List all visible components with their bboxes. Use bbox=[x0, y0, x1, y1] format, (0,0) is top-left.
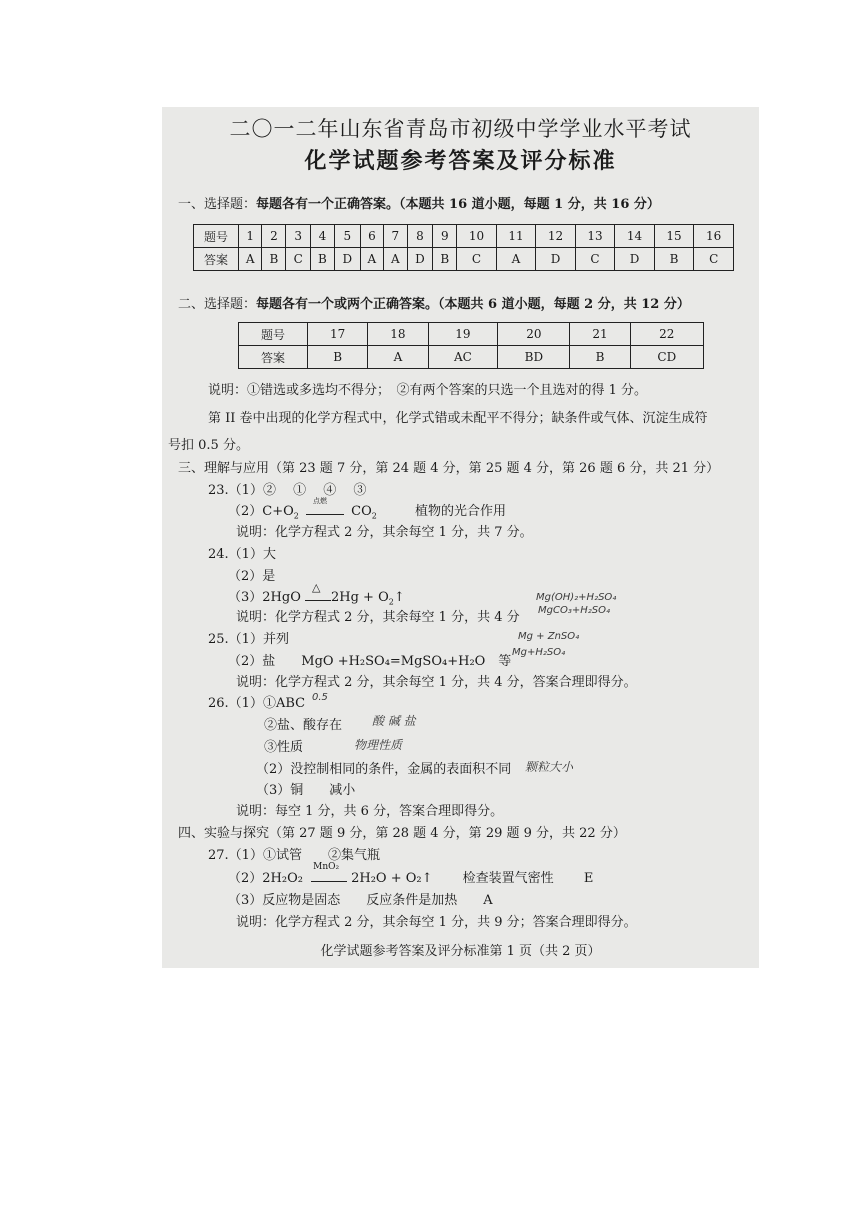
table-cell: 题号 bbox=[194, 225, 239, 248]
table-cell: B bbox=[654, 248, 694, 271]
page-footer: 化学试题参考答案及评分标准第 1 页（共 2 页） bbox=[320, 944, 601, 959]
q24-line3: （3）2HgO △ $2Hg + O_2↑$ bbox=[228, 581, 405, 607]
table-cell: 8 bbox=[407, 225, 433, 248]
handwritten-note: Mg + ZnSO₄ bbox=[518, 631, 580, 642]
handwritten-note: MgCO₃+H₂SO₄ bbox=[538, 605, 610, 616]
section3-heading: 三、理解与应用（第 23 题 7 分，第 24 题 4 分，第 25 题 4 分，第 26 题 6 分，共 21 分） bbox=[178, 461, 720, 476]
answer-table-2 bbox=[238, 322, 704, 369]
table-row bbox=[239, 323, 704, 346]
handwritten-note: 物理性质 bbox=[354, 738, 403, 752]
table-cell: 4 bbox=[311, 225, 335, 248]
table-cell: B bbox=[433, 248, 457, 271]
answer-table-1 bbox=[193, 224, 734, 271]
q26-note: 说明：每空 1 分，共 6 分，答案合理即得分。 bbox=[236, 804, 504, 819]
table-cell: 9 bbox=[433, 225, 457, 248]
q25-note: 说明：化学方程式 2 分，其余每空 1 分，共 4 分，答案合理即得分。 bbox=[236, 675, 637, 690]
q25-line1: 25.（1）并列 bbox=[208, 632, 289, 647]
table-cell: 6 bbox=[360, 225, 383, 248]
table-cell: B bbox=[311, 248, 335, 271]
table-cell: CD bbox=[630, 346, 703, 369]
handwritten-note: 0.5 bbox=[312, 692, 328, 703]
table-cell: B bbox=[570, 346, 630, 369]
q23-line2: $(2)C+O_2$ 点燃 $CO_2$ 植物的光合作用 bbox=[228, 497, 507, 521]
table-cell: D bbox=[536, 248, 576, 271]
q24-line1: 24.（1）大 bbox=[208, 547, 276, 562]
q26-line2: ②盐、酸存在 bbox=[264, 718, 343, 733]
table-cell: BD bbox=[498, 346, 570, 369]
table-cell: C bbox=[575, 248, 615, 271]
table-cell: 22 bbox=[630, 323, 703, 346]
table-cell: 17 bbox=[308, 323, 368, 346]
table-cell: 3 bbox=[286, 225, 311, 248]
q23-note: 说明：化学方程式 2 分，其余每空 1 分，共 7 分。 bbox=[236, 525, 533, 540]
table-cell: D bbox=[334, 248, 360, 271]
note-2: 第 II 卷中出现的化学方程式中，化学式错或未配平不得分；缺条件或气体、沉淀生成符 bbox=[208, 411, 708, 426]
table-cell: A bbox=[368, 346, 428, 369]
q26-line5: （3）铜 减小 bbox=[256, 783, 356, 798]
table-cell: 10 bbox=[457, 225, 497, 248]
table-cell: 1 bbox=[239, 225, 262, 248]
q26-line4: （2）没控制相同的条件，金属的表面积不同 bbox=[256, 762, 512, 777]
table-cell: D bbox=[615, 248, 655, 271]
table-cell: 2 bbox=[262, 225, 286, 248]
handwritten-note: 酸 碱 盐 bbox=[372, 714, 416, 728]
table-cell: 7 bbox=[384, 225, 407, 248]
table-cell: 题号 bbox=[239, 323, 308, 346]
note-1: 说明：①错选或多选均不得分； ②有两个答案的只选一个且选对的得 1 分。 bbox=[208, 383, 648, 398]
note-2-cont: 号扣 0.5 分。 bbox=[168, 438, 249, 453]
table-cell: C bbox=[286, 248, 311, 271]
q27-line3: （3）反应物是固态 反应条件是加热 A bbox=[228, 893, 493, 908]
table-cell: 20 bbox=[498, 323, 570, 346]
table-row bbox=[239, 346, 704, 369]
table-cell: 答案 bbox=[194, 248, 239, 271]
table-cell: B bbox=[262, 248, 286, 271]
exam-title: 二〇一二年山东省青岛市初级中学学业水平考试 bbox=[229, 117, 692, 141]
handwritten-note: 颗粒大小 bbox=[525, 760, 574, 774]
q24-note: 说明：化学方程式 2 分，其余每空 1 分，共 4 分 bbox=[236, 610, 520, 625]
q24-line2: （2）是 bbox=[228, 569, 276, 584]
table-cell: A bbox=[360, 248, 383, 271]
q23-line1: 23.（1）② ① ④ ③ bbox=[208, 483, 367, 498]
table-cell: A bbox=[384, 248, 407, 271]
table-cell: A bbox=[239, 248, 262, 271]
q26-line3: ③性质 bbox=[264, 740, 304, 755]
table-cell: 14 bbox=[615, 225, 655, 248]
table-cell: 16 bbox=[694, 225, 734, 248]
reaction-condition: MnO₂ bbox=[311, 872, 347, 882]
q25-line2: （2）盐 MgO +H₂SO₄=MgSO₄+H₂O 等 bbox=[228, 654, 512, 669]
table-cell: 答案 bbox=[239, 346, 308, 369]
table-cell: 12 bbox=[536, 225, 576, 248]
reaction-condition: 点燃 bbox=[306, 505, 344, 515]
table-cell: A bbox=[496, 248, 536, 271]
scanned-page bbox=[162, 107, 759, 968]
table-row bbox=[194, 248, 734, 271]
table-cell: 5 bbox=[334, 225, 360, 248]
section2-heading: 二、选择题：每题各有一个或两个正确答案。（本题共 6 道小题，每题 2 分，共 12 分） bbox=[178, 297, 690, 312]
reaction-condition: △ bbox=[305, 591, 331, 601]
answer-key-title: 化学试题参考答案及评分标准 bbox=[304, 148, 617, 174]
q27-note: 说明：化学方程式 2 分，其余每空 1 分，共 9 分；答案合理即得分。 bbox=[236, 915, 637, 930]
table-cell: C bbox=[457, 248, 497, 271]
table-cell: 13 bbox=[575, 225, 615, 248]
handwritten-note: Mg+H₂SO₄ bbox=[512, 647, 566, 658]
table-cell: 19 bbox=[428, 323, 498, 346]
table-cell: 11 bbox=[496, 225, 536, 248]
table-cell: 18 bbox=[368, 323, 428, 346]
table-cell: D bbox=[407, 248, 433, 271]
handwritten-note: Mg(OH)₂+H₂SO₄ bbox=[536, 592, 617, 603]
table-cell: 21 bbox=[570, 323, 630, 346]
q26-line1: 26.（1）①ABC bbox=[208, 696, 306, 711]
table-cell: B bbox=[308, 346, 368, 369]
table-cell: AC bbox=[428, 346, 498, 369]
table-row bbox=[194, 225, 734, 248]
q27-line2: （2）2H₂O₂ MnO₂ 2H₂O + O₂↑ 检查装置气密性 E bbox=[228, 862, 594, 886]
table-cell: C bbox=[694, 248, 734, 271]
table-cell: 15 bbox=[654, 225, 694, 248]
section4-heading: 四、实验与探究（第 27 题 9 分，第 28 题 4 分，第 29 题 9 分，共 22 分） bbox=[178, 826, 626, 841]
section1-heading: 一、选择题：每题各有一个正确答案。（本题共 16 道小题，每题 1 分，共 16 分） bbox=[178, 197, 660, 212]
q27-line1: 27.（1）①试管 ②集气瓶 bbox=[208, 848, 380, 863]
